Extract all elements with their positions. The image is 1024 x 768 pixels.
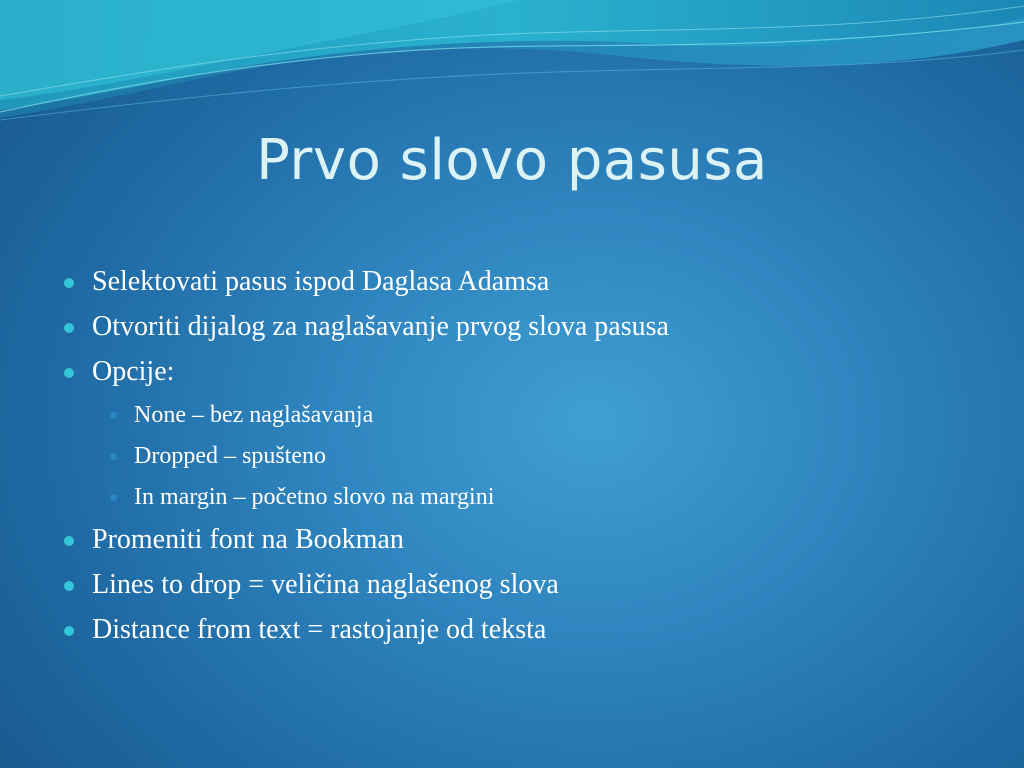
sub-list-item-text: Dropped – spušteno <box>134 443 326 469</box>
sub-list-item <box>62 483 982 511</box>
bullet-dot-icon <box>64 323 74 333</box>
list-item <box>62 569 982 601</box>
bullet-list <box>62 266 982 659</box>
sub-bullet-dot-icon <box>110 453 117 460</box>
list-item-text: Opcije: <box>92 356 175 387</box>
list-item-text: Selektovati pasus ispod Daglasa Adamsa <box>92 266 550 297</box>
sub-bullet-dot-icon <box>110 412 117 419</box>
sub-bullet-dot-icon <box>110 494 117 501</box>
list-item <box>62 614 982 646</box>
list-item <box>62 356 982 388</box>
list-item <box>62 524 982 556</box>
list-item-text: Distance from text = rastojanje od teksta <box>92 614 547 645</box>
sub-list-item-text: In margin – početno slovo na margini <box>134 484 495 510</box>
list-item <box>62 311 982 343</box>
list-item-text: Otvoriti dijalog za naglašavanje prvog slova pasusa <box>92 311 669 342</box>
bullet-dot-icon <box>64 626 74 636</box>
sub-list-item <box>62 442 982 470</box>
sub-list-item-text: None – bez naglašavanja <box>134 402 374 428</box>
bullet-dot-icon <box>64 278 74 288</box>
bullet-dot-icon <box>64 368 74 378</box>
list-item <box>62 266 982 298</box>
bullet-dot-icon <box>64 581 74 591</box>
wave-decoration <box>0 0 1024 140</box>
sub-list-item <box>62 401 982 429</box>
list-item-text: Lines to drop = veličina naglašenog slova <box>92 569 559 600</box>
list-item-text: Promeniti font na Bookman <box>92 524 404 555</box>
slide-title: Prvo slovo pasusa <box>256 128 768 193</box>
bullet-dot-icon <box>64 536 74 546</box>
